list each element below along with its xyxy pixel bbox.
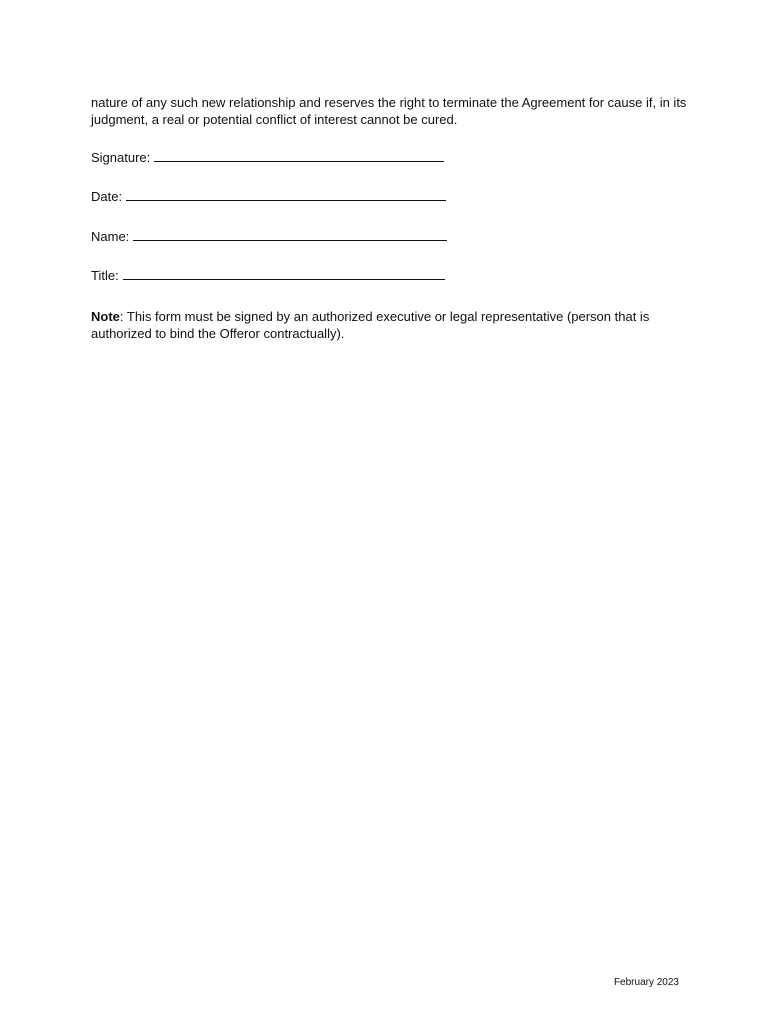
signature-label: Signature: bbox=[91, 150, 151, 165]
name-line[interactable] bbox=[133, 228, 447, 241]
title-line[interactable] bbox=[123, 267, 445, 280]
note-paragraph bbox=[91, 308, 691, 342]
title-label: Title: bbox=[91, 268, 119, 283]
note-text: : This form must be signed by an authorized executive or legal representative (person that is authorized to bind the Offeror contractually). bbox=[91, 309, 650, 341]
date-field[interactable] bbox=[91, 188, 446, 205]
date-label: Date: bbox=[91, 189, 123, 204]
date-line[interactable] bbox=[126, 188, 446, 201]
footer-date: February 2023 bbox=[613, 977, 679, 988]
signature-field[interactable] bbox=[91, 149, 444, 166]
name-label: Name: bbox=[91, 229, 130, 244]
name-field[interactable] bbox=[91, 228, 447, 245]
title-field[interactable] bbox=[91, 267, 445, 284]
intro-paragraph: nature of any such new relationship and reserves the right to terminate the Agreement for cause if, in its judgment, a real or potential conflict of interest cannot be cured. bbox=[91, 95, 687, 127]
note-label: Note bbox=[91, 309, 120, 324]
signature-line[interactable] bbox=[154, 149, 444, 162]
